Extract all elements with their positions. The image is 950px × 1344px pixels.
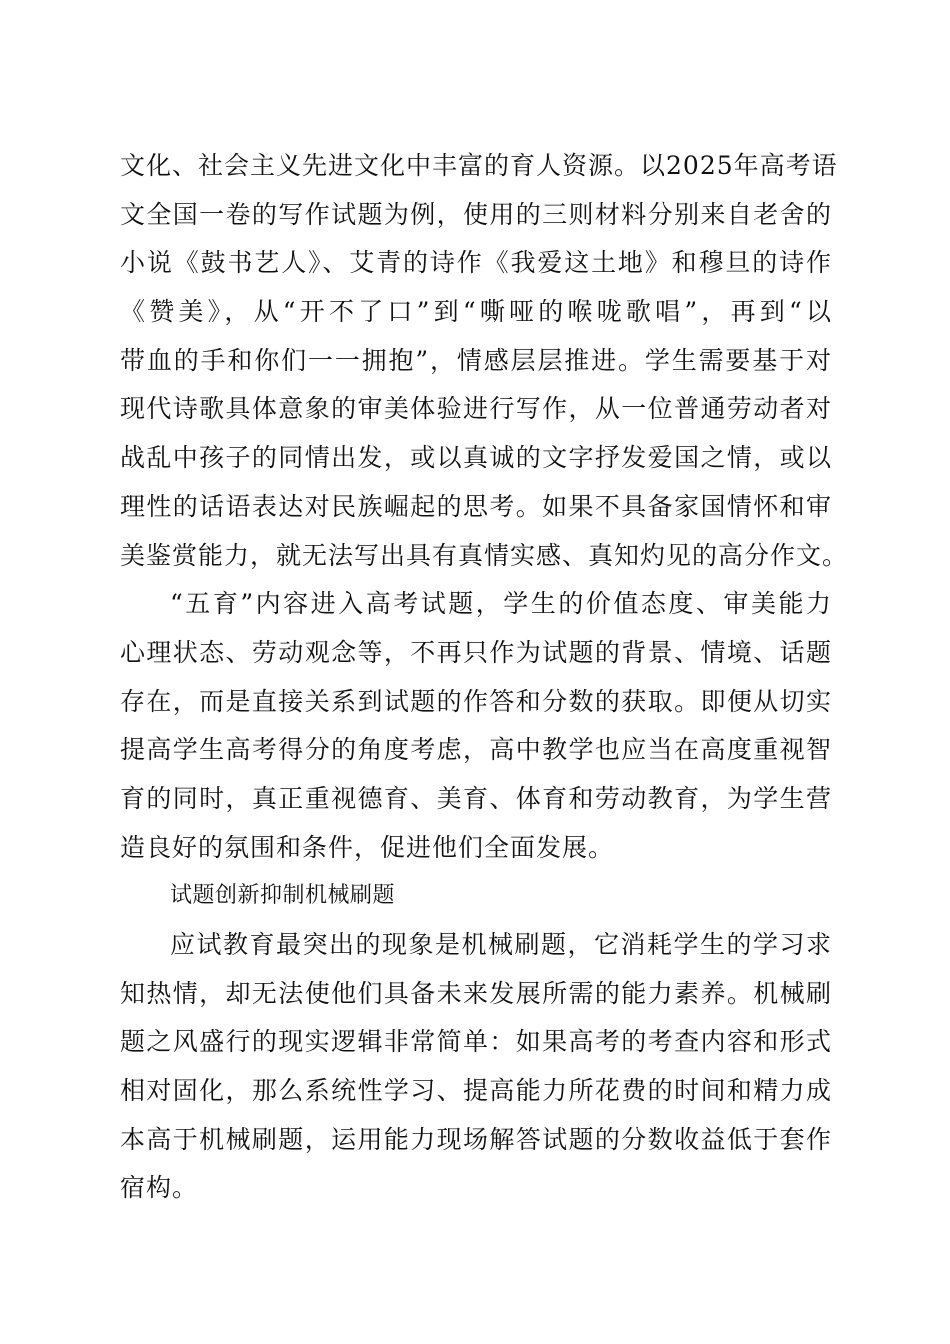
text-line: 文全国一卷的写作试题为例，使用的三则材料分别来自老舍的 bbox=[120, 199, 832, 229]
text-line: 战乱中孩子的同情出发，或以真诚的文字抒发爱国之情，或以 bbox=[120, 443, 832, 473]
text-line: 《赞美》，从“开不了口”到“嘶哑的喉咙歌唱”，再到“以 bbox=[120, 297, 832, 327]
paragraph-mechanical-drilling bbox=[120, 921, 832, 1213]
text-line: 育的同时，真正重视德育、美育、体育和劳动教育，为学生营 bbox=[120, 783, 832, 813]
text-line: 美鉴赏能力，就无法写出具有真情实感、真知灼见的高分作文。 bbox=[120, 540, 849, 570]
text-line: 本高于机械刷题，运用能力现场解答试题的分数收益低于套作 bbox=[120, 1124, 832, 1154]
text-line: 心理状态、劳动观念等，不再只作为试题的背景、情境、话题 bbox=[120, 637, 832, 667]
text-line: 现代诗歌具体意象的审美体验进行写作，从一位普通劳动者对 bbox=[120, 394, 832, 424]
text-line: 文化、社会主义先进文化中丰富的育人资源。以2025年高考语 bbox=[120, 151, 838, 180]
text-line: 理性的话语表达对民族崛起的思考。如果不具备家国情怀和审 bbox=[120, 491, 832, 521]
text-line: 题之风盛行的现实逻辑非常简单：如果高考的考查内容和形式 bbox=[120, 1027, 832, 1057]
text-line: 相对固化，那么系统性学习、提高能力所花费的时间和精力成 bbox=[120, 1076, 832, 1106]
text-line: 提高学生高考得分的角度考虑，高中教学也应当在高度重视智 bbox=[120, 735, 832, 765]
text-line: 存在，而是直接关系到试题的作答和分数的获取。即便从切实 bbox=[120, 686, 832, 716]
text-line: 带血的手和你们一一拥抱”，情感层层推进。学生需要基于对 bbox=[120, 345, 832, 375]
paragraph-gaokao-writing-example bbox=[120, 142, 849, 580]
text-line: “五育”内容进入高考试题，学生的价值态度、审美能力 bbox=[170, 589, 832, 619]
section-heading bbox=[120, 872, 832, 921]
section-heading-text: 试题创新抑制机械刷题 bbox=[170, 883, 396, 909]
text-line: 知热情，却无法使他们具备未来发展所需的能力素养。机械刷 bbox=[120, 978, 832, 1008]
text-line: 宿构。 bbox=[120, 1173, 199, 1203]
text-line: 小说《鼓书艺人》、艾青的诗作《我爱这土地》和穆旦的诗作 bbox=[120, 248, 832, 278]
article-body bbox=[120, 142, 849, 1213]
text-line: 造良好的氛围和条件，促进他们全面发展。 bbox=[120, 832, 615, 862]
paragraph-five-education bbox=[120, 580, 832, 872]
text-line: 应试教育最突出的现象是机械刷题，它消耗学生的学习求 bbox=[170, 930, 832, 959]
